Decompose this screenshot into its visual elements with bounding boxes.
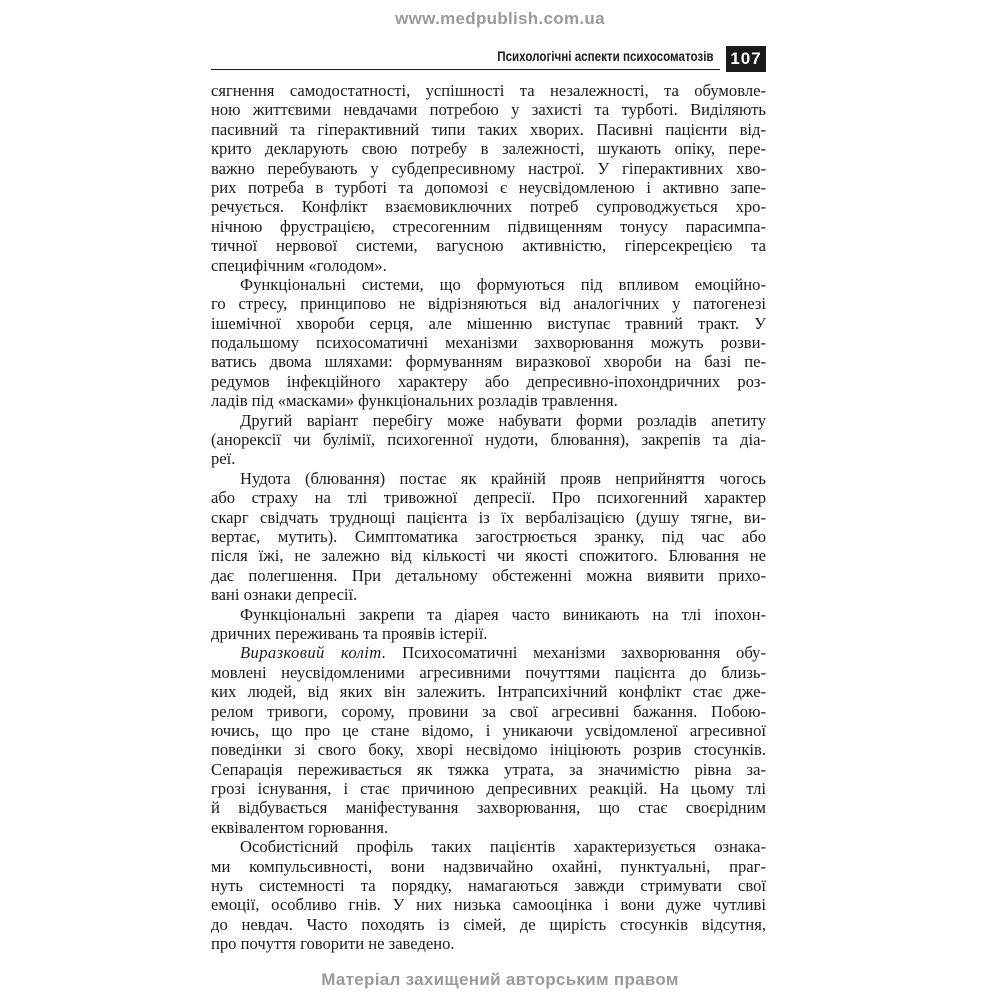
text-line: редумов інфекційного характеру або депресивно-іпохондричних роз- bbox=[211, 371, 766, 391]
text-line: вані ознаки депресії. bbox=[211, 585, 358, 605]
paragraph-first-line: Функціональні закрепи та діарея часто виникають на тлі іпохон- bbox=[240, 604, 766, 624]
text-line: ючись, що про це стане відомо, і уникаючи усвідомленої агресивної bbox=[211, 720, 766, 740]
text-line: грозі існування, і стає причиною депресивних реакцій. На цьому тлі bbox=[211, 779, 766, 799]
text-line: скарг свідчать труднощі пацієнта із їх вербалізацією (душу тягне, ви- bbox=[211, 507, 766, 527]
italic-term: Виразковий коліт. bbox=[240, 643, 387, 663]
text-line: ми компульсивності, вони надзвичайно охайні, пунктуальні, праг- bbox=[211, 856, 766, 876]
page-text bbox=[211, 81, 766, 954]
text-line: нуть системності та порядку, намагаються завжди стримувати свої bbox=[211, 876, 766, 896]
text-line: до невдач. Часто походять із сімей, де щирість стосунків відсутня, bbox=[211, 914, 766, 934]
text-line: дає полегшення. При детальному обстеженні можна виявити прихо- bbox=[211, 565, 766, 585]
text-line: еквівалентом горювання. bbox=[211, 817, 389, 837]
text-line: речується. Конфлікт взаємовиключних потреб супроводжується хро- bbox=[211, 197, 766, 217]
paragraph-first-line: Нудота (блювання) постає як крайній прояв неприйняття чогось bbox=[240, 468, 766, 488]
text-line: Сепарація переживається як тяжка утрата, за значимістю рівна за- bbox=[211, 759, 766, 779]
running-head bbox=[211, 49, 720, 70]
text-line: дричних переживань та проявів істерії. bbox=[211, 623, 488, 643]
text-line: (анорексії чи булімії, психогенної нудоти, блювання), закрепів та діа- bbox=[211, 430, 766, 450]
watermark-bottom: Матеріал захищений авторським правом bbox=[321, 970, 679, 989]
text-line: рих потреба в турботі та допомозі є неусвідомленою і активно запе- bbox=[211, 177, 766, 197]
line-continuation: Психосоматичні механізми захворювання обу- bbox=[386, 643, 766, 663]
paragraph-first-line: Функціональні системи, що формуються під впливом емоційно- bbox=[240, 274, 766, 294]
paragraph-first-line: Особистісний профіль таких пацієнтів характеризується ознака- bbox=[240, 837, 766, 857]
text-line: подальшому психосоматичні механізми захворювання можуть розви- bbox=[211, 333, 766, 353]
text-line: важно перебувають у субдепресивному настрої. У гіперактивних хво- bbox=[211, 158, 766, 178]
text-line: про почуття говорити не заведено. bbox=[211, 934, 455, 954]
text-line: емоції, особливо гнів. У них низька самооцінка і вони дуже чутливі bbox=[211, 895, 766, 915]
text-line: й відбувається маніфестування захворювання, що стає своєрідним bbox=[211, 798, 766, 818]
text-line: специфічним «голодом». bbox=[211, 255, 387, 275]
text-line: мовлені неусвідомленими агресивними почуттями пацієнта до близь- bbox=[211, 662, 766, 682]
watermark-top: www.medpublish.com.ua bbox=[395, 9, 605, 28]
text-line: ною життєвими невдачами потребою у захисті та турботі. Виділяють bbox=[211, 100, 766, 120]
paragraph-first-line: Другий варіант перебігу може набувати форми розладів апетиту bbox=[240, 410, 766, 430]
text-line: тичної нервової системи, вагусною активністю, гіперсекрецією та bbox=[211, 236, 766, 256]
page-number: 107 bbox=[726, 46, 766, 72]
text-line: нічною фрустрацією, стресогенним підвищенням тонусу парасимпа- bbox=[211, 216, 766, 236]
text-line: релом тривоги, сорому, провини за свої агресивні бажання. Побою- bbox=[211, 701, 766, 721]
text-line: крито декларують свою потребу в залежності, шукають опіку, пере- bbox=[211, 139, 766, 159]
text-line: ватись двома шляхами: формуванням виразкової хвороби на базі пе- bbox=[211, 352, 766, 372]
text-line: після їжі, не залежно від кількості чи якості спожитого. Блювання не bbox=[211, 546, 766, 566]
text-line: вертає, мутить). Симптоматика загострюється зранку, під час або bbox=[211, 526, 766, 546]
text-line: реї. bbox=[211, 449, 236, 469]
text-line: поведінки зі свого боку, хворі несвідомо ініціюють розрив стосунків. bbox=[211, 740, 766, 760]
text-line: ладів під «масками» функціональних розладів травлення. bbox=[211, 391, 618, 411]
text-line: го стресу, принципово не відрізняються від аналогічних у патогенезі bbox=[211, 294, 766, 314]
text-line: пасивний та гіперактивний типи таких хворих. Пасивні пацієнти від- bbox=[211, 119, 766, 139]
text-line: або страху на тлі тривожної депресії. Про психогенний характер bbox=[211, 488, 766, 508]
running-title: Психологічні аспекти психосоматозів bbox=[497, 49, 714, 64]
text-line: ких людей, від яких він залежить. Інтрапсихічний конфлікт стає дже- bbox=[211, 682, 766, 702]
text-line: сягнення самодостатності, успішності та незалежності, та обумовле- bbox=[211, 81, 766, 100]
paragraph-first-line bbox=[211, 643, 766, 662]
text-line: ішемічної хвороби серця, але мішенню виступає травний тракт. У bbox=[211, 313, 766, 333]
